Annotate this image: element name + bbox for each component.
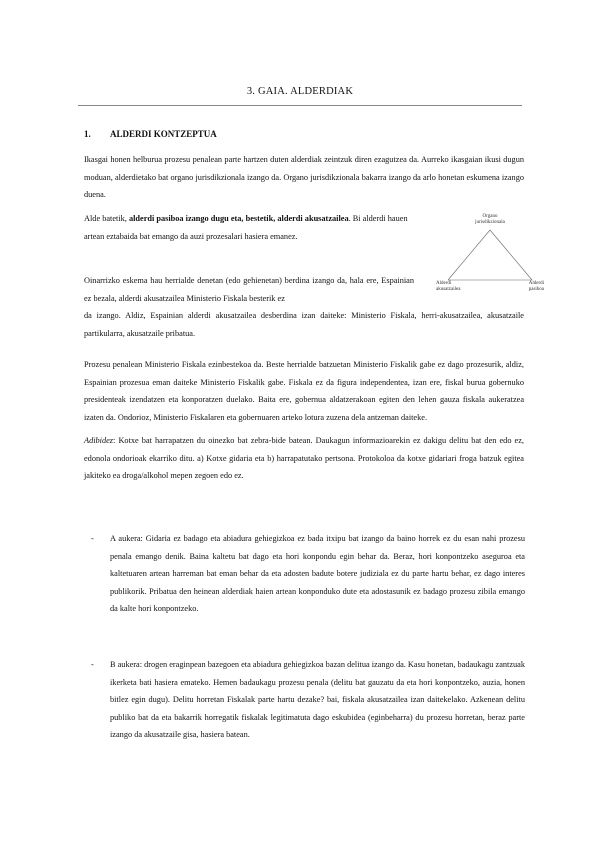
p4-text: Prozesu penalean Ministerio Fiskala ezinbestekoa da. Beste herrialde batzuetan Ministerio Fiskalik gabe ez dago prozesurik, aldiz, Espainian prozesua eman daiteke Ministerio Fiskalik gabe. Fiskala ez da figura independentea, izan ere, fiskal burua gobernuko presidenteak izendatzen eta konporatzen duelako. Baita ere, gobernua aldatzerakoan egiten den lehen gauza fiskala aukeratzea izaten da. Ondorioz, Ministerio Fiskalaren eta gobernuaren arteko lotura zuzena dela antzeman daiteke.	[84, 360, 524, 422]
paragraph-intro-text: Ikasgai honen helburua prozesu penalean parte hartzen duten alderdiak zeintzuk diren ezagutzea da. Aurreko ikasgaian ikusi dugun moduan, alderdietako bat organo jurisdikzionala izango da. Organo jurisdikzionala bakarra izango da arlo honetan eskumena izango duena.	[84, 155, 524, 199]
list-item-text: A aukera: Gidaria ez badago eta abiadura gehiegizkoa ez bada itxipu bat izango da baino horrek ez du esan nahi prozesu penala emango denik. Baina kaltetu bat dago eta hori konpondu egin behar da. Beraz, hori konpontzeko aseguroa eta kaltetuaren artean harreman bat eman behar da eta adosten badute botere judiziala ez du parte hartu behar, ez dago interes publikorik. Pribatua den heinean alderdiak haien artean konponduko dute eta adostasunik ez badago prozesu zibila emango da kalte hori konpontzeko.	[110, 534, 525, 613]
list-bullet-dash: -	[91, 660, 94, 669]
p3-full-text: da izango. Aldiz, Espainian alderdi akusatzailea desberdina izan daiteke: Ministerio Fiskala, herri-akusatzailea, akusatzaile partikularra, akusatzaile pribatua.	[84, 311, 524, 338]
example-label: Adibidez	[84, 436, 114, 445]
title-divider	[78, 105, 522, 106]
list-item	[91, 656, 525, 744]
p2-post: . Bi alderdi hauen artean eztabaida bat emango da auzi prozesalari hasiera emanez.	[84, 214, 408, 241]
paragraph-parties	[84, 210, 424, 245]
paragraph-intro	[84, 151, 524, 204]
list-item	[91, 530, 525, 618]
p3-side-text: Oinarrizko eskema hau herrialde denetan (edo gehienetan) berdina izango da, hala ere, Espainian ez bezala, alderdi akusatzailea Ministerio Fiskala besterik ez	[84, 276, 414, 303]
section-heading	[84, 129, 217, 139]
triangle-edge-left	[448, 230, 490, 280]
diagram-left-label-2: akusatzailea	[436, 287, 461, 292]
diagram-top-label-2: jurisdikzionala	[475, 220, 505, 225]
p2-bold: alderdi pasiboa izango dugu eta, bestetik, alderdi akusatzailea	[128, 214, 349, 223]
list-item-text: B aukera: drogen eraginpean bazegoen eta abiadura gehiegizkoa bazan delitua izango da. Kasu honetan, badaukagu zantzuak ikerketa bati hasiera emateko. Hemen badaukagu prozesu penala (delitu bat gauzatu da eta hori konpontzeko, auzia, honen bitlez egin dugu). Delitu horretan Fiskalak parte hartu dezake? bai, fiskala akusatzailea izan daitekelako. Azkenean delitu publiko bat da eta bakarrik horregatik fiskalak legitimatuta dago eskubidea (eginbeharra) du prozesu horretan, beraz parte izango da akusatzaile gisa, hasiera batean.	[110, 660, 525, 739]
list-bullet-dash: -	[91, 534, 94, 543]
paragraph-scheme-full	[84, 307, 524, 342]
example-text: : Kotxe bat harrapatzen du oinezko bat zebra-bide batean. Daukagun informazioarekin ez dakigu delitu bat den edo ez, edonola ondorioak ekarriko ditu. a) Kotxe gidaria eta b) harrapatutako pertsona. Protokoloa da kotxe gidariari froga batzuk egitea jakiteko ea droga/alkohol mepen zegoen edo ez.	[84, 436, 524, 480]
paragraph-scheme-side	[84, 272, 414, 307]
section-number: 1.	[84, 129, 91, 139]
diagram-left-label-1: Alderdi	[436, 281, 452, 286]
p2-pre: Alde batetik,	[84, 214, 129, 223]
diagram-right-label-2: pasiboa	[528, 287, 544, 292]
diagram-right-label-1: Alderdi	[528, 281, 544, 286]
section-title: ALDERDI KONTZEPTUA	[110, 129, 217, 139]
page-title: 3. GAIA. ALDERDIAK	[246, 86, 354, 97]
paragraph-fiscal	[84, 356, 524, 426]
parties-triangle-diagram	[436, 208, 544, 300]
diagram-top-label-1: Organo	[482, 214, 498, 219]
triangle-edge-right	[490, 230, 532, 280]
paragraph-example	[84, 432, 524, 485]
